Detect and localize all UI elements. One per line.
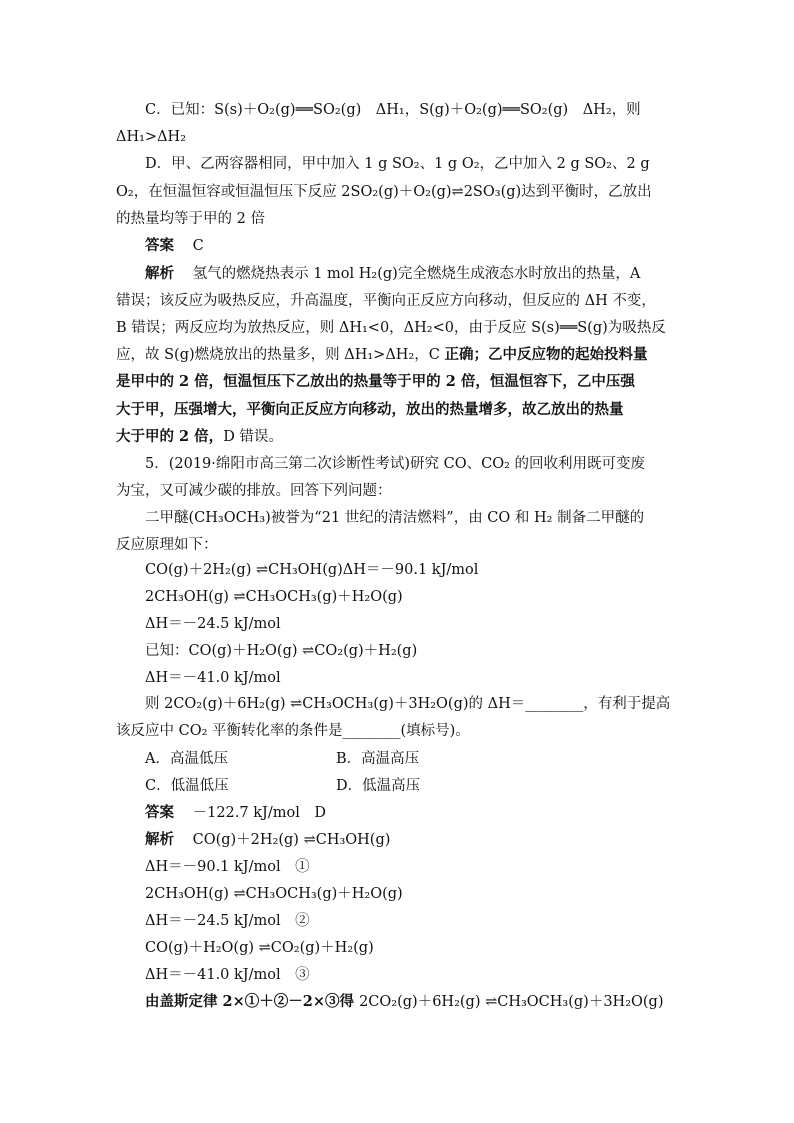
q5-reaction-3-dh: ΔH＝－41.0 kJ/mol (145, 670, 281, 686)
q5-stem-line1: 5．(2019·绵阳市高三第二次诊断性考试)研究 CO、CO₂ 的回收利用既可变废 (145, 456, 646, 472)
answer-line (145, 236, 204, 256)
q5-analysis-eq1: CO(g)＋2H₂(g) ⇌CH₃OH(g) (192, 832, 391, 848)
analysis-line7 (116, 427, 283, 447)
q5-stem-line4: 反应原理如下： (116, 537, 218, 553)
q5-option-a: A．高温低压 (145, 751, 228, 767)
answer-label: 答案 (145, 237, 174, 254)
analysis-line2: 错误；该反应为吸热反应，升高温度，平衡向正反应方向移动，但反应的 ΔH 不变， (116, 293, 656, 309)
q5-analysis-dh3: ΔH＝－41.0 kJ/mol ③ (145, 967, 310, 983)
q5-analysis-eq3: CO(g)＋H₂O(g) ⇌CO₂(g)＋H₂(g) (145, 940, 374, 956)
q5-analysis-dh1: ΔH＝－90.1 kJ/mol ① (145, 859, 310, 875)
q5-answer-line (145, 803, 326, 823)
q5-answer-value: －122.7 kJ/mol D (192, 805, 326, 821)
analysis-line1 (145, 264, 640, 284)
q5-hess-a: 由盖斯定律 2×①＋②－2×③得 (145, 993, 360, 1010)
q5-reaction-2: 2CH₃OH(g) ⇌CH₃OCH₃(g)＋H₂O(g) (145, 589, 403, 605)
q5-stem-line2: 为宝，又可减少碳的排放。回答下列问题： (116, 483, 392, 499)
answer-value: C (192, 238, 204, 254)
analysis-line6: 大于甲，压强增大，平衡向正反应方向移动，放出的热量增多，故乙放出的热量 (116, 401, 624, 418)
analysis-line3: B 错误；两反应均为放热反应，则 ΔH₁<0，ΔH₂<0，由于反应 S(s)══S(g)为吸热反 (116, 320, 666, 336)
q5-analysis-eq2: 2CH₃OH(g) ⇌CH₃OCH₃(g)＋H₂O(g) (145, 886, 403, 902)
q5-reaction-2-dh: ΔH＝－24.5 kJ/mol (145, 616, 281, 632)
option-d-line3: 的热量均等于甲的 2 倍 (116, 211, 265, 227)
q5-analysis-hess (145, 992, 664, 1012)
q5-option-d: D．低温高压 (336, 778, 421, 794)
analysis-line5: 是甲中的 2 倍，恒温恒压下乙放出的热量等于甲的 2 倍，恒温恒容下，乙中压强 (116, 373, 635, 390)
q5-option-c: C．低温低压 (145, 778, 229, 794)
option-c-line2: ΔH₁>ΔH₂ (116, 129, 187, 145)
q5-reaction-1: CO(g)＋2H₂(g) ⇌CH₃OH(g)ΔH＝－90.1 kJ/mol (145, 562, 479, 578)
q5-hess-b: 2CO₂(g)＋6H₂(g) ⇌CH₃OCH₃(g)＋3H₂O(g) (359, 994, 664, 1010)
q5-answer-label: 答案 (145, 804, 174, 821)
q5-question-line2: 该反应中 CO₂ 平衡转化率的条件是________(填标号)。 (116, 723, 470, 739)
q5-analysis-dh2: ΔH＝－24.5 kJ/mol ② (145, 913, 310, 929)
analysis-label: 解析 (145, 265, 174, 282)
q5-analysis-line1 (145, 830, 390, 850)
option-c-line1: C．已知：S(s)＋O₂(g)══SO₂(g) ΔH₁，S(g)＋O₂(g)══SO₂(g) ΔH₂，则 (145, 102, 641, 118)
analysis-line7-a: 大于甲的 2 倍， (116, 428, 224, 445)
option-d-line2: O₂，在恒温恒容或恒温恒压下反应 2SO₂(g)＋O₂(g)⇌2SO₃(g)达到平衡时，乙放出 (116, 184, 652, 200)
q5-question-line1: 则 2CO₂(g)＋6H₂(g) ⇌CH₃OCH₃(g)＋3H₂O(g)的 ΔH＝________，有利于提高 (145, 696, 671, 712)
analysis-line4 (116, 345, 647, 365)
analysis-text-1: 氢气的燃烧热表示 1 mol H₂(g)完全燃烧生成液态水时放出的热量，A (192, 266, 641, 282)
q5-option-b: B．高温高压 (336, 751, 420, 767)
q5-stem-line3: 二甲醚(CH₃OCH₃)被誉为“21 世纪的清洁燃料”，由 CO 和 H₂ 制备二甲醚的 (145, 510, 645, 526)
analysis-line4-b: 正确；乙中反应物的起始投料量 (444, 346, 648, 363)
q5-reaction-3: 已知：CO(g)＋H₂O(g) ⇌CO₂(g)＋H₂(g) (145, 643, 418, 659)
option-d-line1: D．甲、乙两容器相同，甲中加入 1 g SO₂、1 g O₂，乙中加入 2 g SO₂、2 g (145, 156, 650, 172)
analysis-line4-a: 应，故 S(g)燃烧放出的热量多，则 ΔH₁>ΔH₂，C (116, 347, 445, 363)
q5-analysis-label: 解析 (145, 831, 174, 848)
analysis-line7-b: D 错误。 (223, 429, 283, 445)
